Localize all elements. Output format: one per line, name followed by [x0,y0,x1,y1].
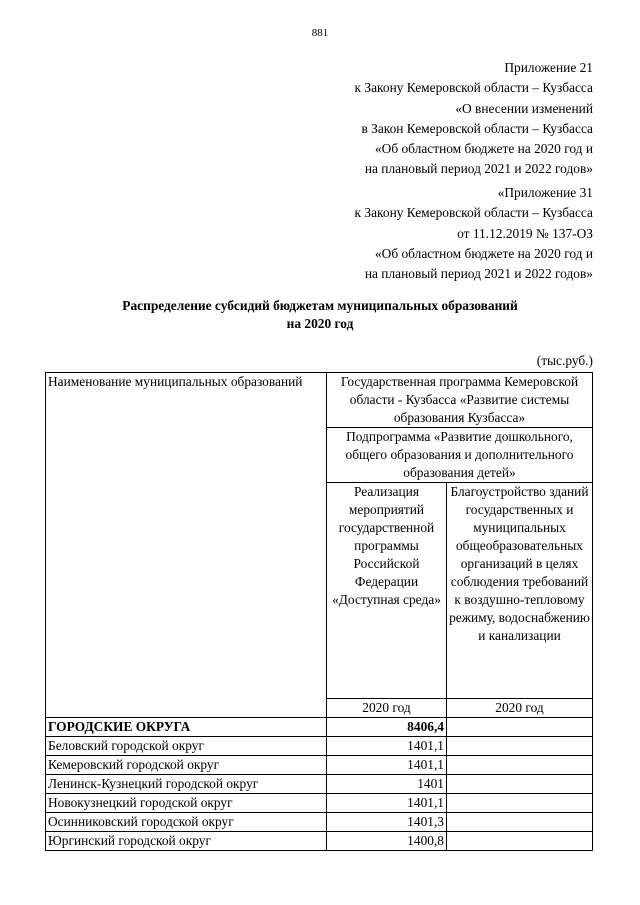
annex-line: на плановый период 2021 и 2022 годов» [364,161,593,177]
annex-31-block [355,183,593,284]
annex-line: к Закону Кемеровской области – Кузбасса [354,80,593,96]
row-value-col1: 8406,4 [327,718,447,737]
row-value-col1: 1401 [327,775,447,794]
title-line-1: Распределение субсидий бюджетам муниципальных образований [122,298,518,313]
annex-line: «Приложение 31 [497,185,593,200]
col1-year: 2020 год [327,699,447,718]
table-row [46,832,593,851]
annex-21-block [355,58,593,180]
row-name: Юргинский городской округ [46,832,327,851]
row-name: Осинниковский городской округ [46,813,327,832]
table-row [46,737,593,756]
table-row [46,794,593,813]
col2-header: Благоустройство зданий государственных и муниципальных общеобразовательных организаций в целях соблюдения требований к воздушно-тепловому режиму, водоснабжению и канализации [447,483,593,699]
annex-line: «Об областном бюджете на 2020 год и [374,245,593,261]
row-name: Ленинск-Кузнецкий городской округ [46,775,327,794]
row-name: Беловский городской округ [46,737,327,756]
annex-line: от 11.12.2019 № 137-ОЗ [457,225,593,241]
col1-header: Реализация мероприятий государственной программы Российской Федерации «Доступная среда» [327,483,447,699]
subprogram-header: Подпрограмма «Развитие дошкольного, общего образования и дополнительного образования детей» [327,428,593,483]
annex-line: «Об областном бюджете на 2020 год и [374,141,593,157]
table-row [46,718,593,737]
row-value-col2 [447,718,593,737]
title-line-2: на 2020 год [286,316,354,331]
row-value-col2 [447,737,593,756]
table-row [46,813,593,832]
name-column-header: Наименование муниципальных образований [46,373,327,718]
row-name: ГОРОДСКИЕ ОКРУГА [46,718,327,737]
page-number: 881 [311,27,329,39]
subsidy-table [45,372,593,851]
row-value-col2 [447,756,593,775]
table-row [46,756,593,775]
annex-line: в Закон Кемеровской области – Кузбасса [361,120,593,136]
row-value-col2 [447,813,593,832]
row-value-col2 [447,794,593,813]
col2-year: 2020 год [447,699,593,718]
row-name: Новокузнецкий городской округ [46,794,327,813]
row-name: Кемеровский городской округ [46,756,327,775]
row-value-col1: 1401,1 [327,756,447,775]
row-value-col2 [447,775,593,794]
annex-line: «О внесении изменений [455,100,593,116]
annex-line: Приложение 21 [504,60,593,75]
annex-line: на плановый период 2021 и 2022 годов» [364,266,593,282]
row-value-col1: 1401,3 [327,813,447,832]
document-title [0,297,640,333]
annex-line: к Закону Кемеровской области – Кузбасса [354,205,593,221]
program-header: Государственная программа Кемеровской области - Кузбасса «Развитие системы образования Кузбасса» [327,373,593,428]
row-value-col2 [447,832,593,851]
row-value-col1: 1401,1 [327,737,447,756]
row-value-col1: 1401,1 [327,794,447,813]
table-row [46,775,593,794]
row-value-col1: 1400,8 [327,832,447,851]
units-label: (тыс.руб.) [536,353,593,368]
